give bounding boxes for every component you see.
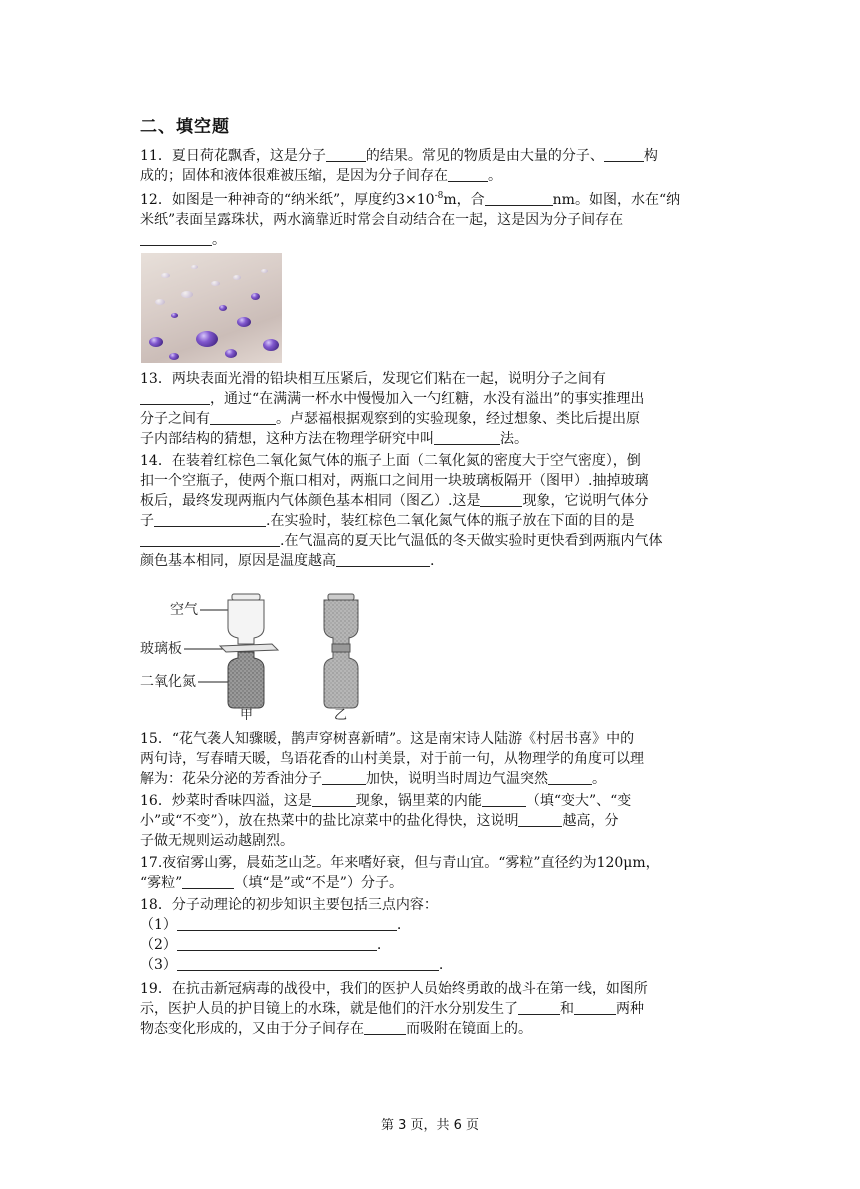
text: 子做无规则运动越剧烈。: [140, 833, 294, 849]
text: 13．两块表面光滑的铅块相互压紧后，发现它们粘在一起，说明分子之间有: [140, 371, 606, 387]
text: 14．在装着红棕色二氧化氮气体的瓶子上面（二氧化氮的密度大于空气密度），倒: [140, 453, 641, 469]
text: 。: [488, 168, 502, 184]
text: 物态变化形成的，又由于分子间存在: [140, 1021, 364, 1037]
answer-blank[interactable]: [177, 936, 377, 951]
text: 。: [592, 771, 606, 787]
text: 板后，最终发现两瓶内气体颜色基本相同（图乙）.这是: [140, 493, 481, 509]
page-footer: 第 3 页，共 6 页: [380, 1118, 480, 1133]
answer-blank[interactable]: [140, 231, 212, 246]
answer-blank[interactable]: [210, 410, 276, 425]
exponent: -8: [434, 191, 444, 201]
text: 加快，说明当时周边气温突然: [366, 771, 548, 787]
text: 19．在抗击新冠病毒的战役中，我们的医护人员始终勇敢的战斗在第一线，如图所: [140, 981, 648, 997]
text: 分子之间有: [140, 411, 210, 427]
answer-blank[interactable]: [177, 956, 439, 971]
text: 示，医护人员的护目镜上的水珠，就是他们的汗水分别发生了: [140, 1001, 518, 1017]
text: m，合: [443, 192, 485, 208]
gas-diffusion-bottles-figure: [140, 588, 380, 720]
caption-a: 甲: [240, 708, 254, 720]
text: 现象，它说明气体分: [522, 493, 649, 509]
text: 的结果。常见的物质是由大量的分子、: [365, 148, 604, 164]
question-14: [140, 451, 720, 571]
answer-blank[interactable]: [140, 390, 210, 405]
question-15: [140, 729, 720, 789]
question-13: [140, 369, 720, 449]
text: .: [376, 937, 382, 953]
answer-blank[interactable]: [322, 770, 366, 785]
answer-blank[interactable]: [574, 1000, 616, 1015]
text: （3）: [140, 957, 177, 973]
bottle-b: [324, 594, 358, 708]
answer-blank[interactable]: [548, 770, 592, 785]
answer-blank[interactable]: [336, 552, 430, 567]
text: 法。: [500, 431, 528, 447]
text: .: [430, 553, 435, 569]
text: 和: [560, 1001, 574, 1017]
label-no2: 二氧化氮: [140, 674, 196, 690]
answer-blank[interactable]: [448, 167, 488, 182]
text: 两种: [616, 1001, 644, 1017]
text: 两句诗，写春晴天暖，鸟语花香的山村美景，对于前一句，从物理学的角度可以理: [140, 751, 644, 767]
text: 16．炒菜时香味四溢，这是: [140, 793, 312, 809]
answer-blank[interactable]: [140, 532, 280, 547]
text: 15．“花气袭人知骤暖，鹊声穿树喜新晴”。这是南宋诗人陆游《村居书喜》中的: [140, 731, 635, 747]
question-12: [140, 186, 720, 250]
text: ，通过“在满满一杯水中慢慢加入一勺红糖，水没有溢出”的事实推理出: [210, 391, 645, 407]
question-17: [140, 853, 720, 893]
text: 成的；固体和液体很难被压缩，是因为分子间存在: [140, 168, 448, 184]
answer-blank[interactable]: [434, 430, 500, 445]
question-19: [140, 979, 720, 1039]
text: 米纸”表面呈露珠状，两水滴靠近时常会自动结合在一起，这是因为分子间存在: [140, 212, 624, 228]
answer-blank[interactable]: [182, 874, 234, 889]
text: 。: [212, 232, 226, 248]
glass-plate: [220, 644, 278, 652]
answer-blank[interactable]: [480, 492, 522, 507]
text: 11．夏日荷花飘香，这是分子: [140, 148, 326, 164]
label-air: 空气: [170, 602, 198, 618]
question-11: [140, 146, 720, 186]
text: .在实验时，装红棕色二氧化氮气体的瓶子放在下面的目的是: [266, 513, 635, 529]
text: 子: [140, 513, 154, 529]
text: 17.夜宿雾山雾，晨茹芝山芝。年来嗜好衰，但与青山宜。“雾粒”直径约为120μm，: [140, 855, 660, 871]
text: （填“变大”、“变: [525, 793, 632, 809]
answer-blank[interactable]: [364, 1020, 406, 1035]
question-18: [140, 895, 720, 975]
bottle-a-bottom: [228, 652, 264, 708]
answer-blank[interactable]: [312, 792, 356, 807]
text: 小”或“不变”），放在热菜中的盐比凉菜中的盐化得快，这说明: [140, 813, 519, 829]
text: 越高，分: [562, 813, 619, 829]
answer-blank[interactable]: [482, 792, 526, 807]
bottle-a-top: [228, 594, 264, 644]
text: 现象，锅里菜的内能: [355, 793, 482, 809]
text: “雾粒”: [140, 875, 183, 891]
text: 子内部结构的猜想，这种方法在物理学研究中叫: [140, 431, 434, 447]
text: .在气温高的夏天比气温低的冬天做实验时更快看到两瓶内气体: [280, 533, 663, 549]
nano-paper-water-drops-photo: [141, 253, 282, 363]
question-16: [140, 791, 720, 851]
answer-blank[interactable]: [518, 1000, 560, 1015]
text: 而吸附在镜面上的。: [406, 1021, 532, 1037]
caption-b: 乙: [334, 708, 348, 720]
section-title: 二、填空题: [140, 117, 230, 137]
label-glass: 玻璃板: [140, 641, 182, 657]
text: 12．如图是一种神奇的“纳米纸”，厚度约3×10: [140, 192, 435, 208]
text: 解为：花朵分泌的芳香油分子: [140, 771, 322, 787]
text: nm。如图，水在“纳: [552, 192, 681, 208]
answer-blank[interactable]: [154, 512, 266, 527]
text: （1）: [140, 917, 177, 933]
text: .: [396, 917, 402, 933]
text: 扣一个空瓶子，使两个瓶口相对，两瓶口之间用一块玻璃板隔开（图甲）.抽掉玻璃: [140, 473, 649, 489]
answer-blank[interactable]: [485, 191, 553, 206]
text: 构: [643, 148, 658, 164]
text: 。卢瑟福根据观察到的实验现象，经过想象、类比后提出原: [276, 411, 640, 427]
answer-blank[interactable]: [518, 812, 562, 827]
text: （2）: [140, 937, 177, 953]
answer-blank[interactable]: [326, 147, 366, 162]
answer-blank[interactable]: [604, 147, 644, 162]
text: 18．分子动理论的初步知识主要包括三点内容：: [140, 897, 438, 913]
text: .: [438, 957, 444, 973]
answer-blank[interactable]: [177, 916, 397, 931]
text: （填“是”或“不是”）分子。: [234, 875, 403, 891]
text: 颜色基本相同，原因是温度越高: [140, 553, 336, 569]
